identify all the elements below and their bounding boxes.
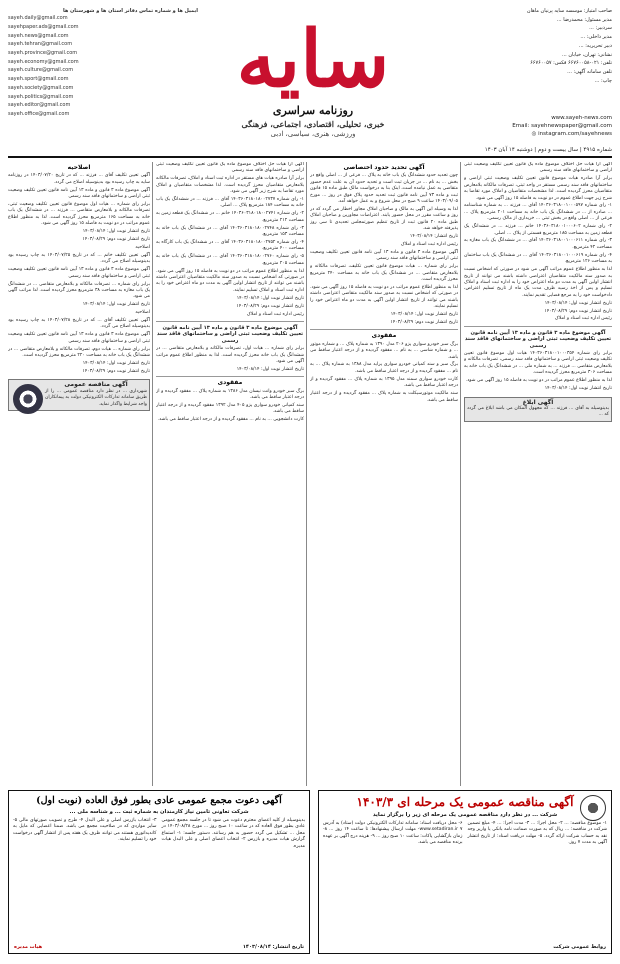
notice-paragraph: اصلاحیه <box>135 310 150 316</box>
lost-item: برگ سبز خودرو وانت نیسان مدل ۱۳۸۶ به شماره پلاک ... مفقود گردیده و از درجه اعتبار ساقط می باشد. <box>156 388 304 401</box>
column-3-notices2 <box>156 346 304 373</box>
masthead-subtitle <box>213 104 413 138</box>
notice-paragraph: تاریخ انتشار نوبت اول: ۱۴۰۳/۰۸/۱۴ <box>544 386 612 392</box>
notice-paragraph: برابر رای شماره ... هیات اول، تصرفات مالکانه و بلامعارض متقاضی ... در ششدانگ یک باب خانه محرز گردیده است. لذا به منظور اطلاع عموم مراتب آگهی می شود. <box>156 346 304 364</box>
tender-ad-footer: روابط عمومی شرکت <box>553 944 606 950</box>
lost-item: برگ سبز خودرو سواری پژو ۲۰۶ مدل ۱۳۹۰ به شماره پلاک ... و شماره موتور ... و شماره شاسی ... به نام ... مفقود گردیده و از درجه اعتبار ساقط می باشد. <box>310 341 458 360</box>
notice-paragraph: لذا به منظور اطلاع عموم مراتب در دو نوبت به فاصله ۱۵ روز آگهی می شود. <box>465 378 612 384</box>
divider <box>156 376 304 377</box>
bottom-ads <box>8 790 612 952</box>
email-line: sayeh.news@gmail.com <box>8 32 69 39</box>
email-line: sayeh.daily@gmail.com <box>8 15 68 22</box>
publisher-info-line: چاپ: ... <box>594 77 612 84</box>
notice-paragraph: رئیس اداره ثبت اسناد و املاک <box>246 311 304 317</box>
assembly-ad-title: آگهی دعوت مجمع عمومی عادی بطور فوق العاده (نوبت اول) <box>36 795 282 806</box>
notice-paragraph: ۲- رای شماره ۱۴۰۳۶۰۳۱۸۰۰۱۰۰۰۶۰۲ خانم ... فرزند ... در ششدانگ یک قطعه زمین به مساحت ۱۸۵ مترمربع قسمتی از پلاک ... اصلی. <box>464 224 612 236</box>
contact-web <box>412 114 612 138</box>
notice-paragraph: ۲- رای شماره ۱۴۰۳۶۰۳۱۸۰۱۸۰۰۲۷۴۱ خانم ... در ششدانگ یک قطعه زمین به مساحت ۲۱۲ مترمربع. <box>156 211 304 223</box>
notice-paragraph: ۳- رای شماره ۱۴۰۳۶۰۳۱۸۰۰۱۰۰۰۶۱۱ آقای ... در ششدانگ یک باب مغازه به مساحت ۴۲ مترمربع. <box>464 238 612 250</box>
notice-paragraph: ۱- رای شماره ۱۴۰۳۶۰۳۱۸۰۱۸۰۰۲۷۳۷ آقای ... فرزند ... در ششدانگ یک باب خانه به مساحت ۱۸۴ مترمربع پلاک ... اصلی. <box>156 197 304 209</box>
divider <box>156 321 304 322</box>
publisher-info-line: مدیر مسئول: محمدرضا ... <box>556 16 612 23</box>
notice-paragraph: برابر آرا صادره هیات موضوع قانون تعیین تکلیف وضعیت ثبتی اراضی و ساختمانهای فاقد سند رسمی مستقر در واحد ثبتی، تصرفات مالکانه بلامعارض متقاضیان محرز گردیده است. لذا مشخصات متقاضیان و املاک مورد تقاضا به شرح زیر جهت اطلاع عموم در دو نوبت به فاصله ۱۵ روز آگهی می شود. <box>464 176 612 201</box>
lost-item: سند مالکیت موتورسیکلت به شماره پلاک ... مفقود گردیده و از درجه اعتبار ساقط می باشد. <box>310 391 458 403</box>
assembly-ad-subtitle: شرکت تعاونی تامین نیاز کارمندان به شماره ثبت ... و شناسه ملی ... <box>69 809 249 815</box>
notice-text: بدینوسیله به آقای ... فرزند ... که مجهول المکان می باشد ابلاغ می گردد که ... <box>467 405 609 418</box>
notice-text: شهرداری ... در نظر دارد مناقصه عمومی ... را از طریق سامانه تدارکات الکترونیکی دولت به پیمانکاران واجد شرایط واگذار نماید. <box>45 388 147 407</box>
column-3-heading2: آگهی موضوع ماده ۳ قانون و ماده ۱۳ آیین نامه قانون تعیین تکلیف وضعیت ثبتی اراضی و ساختمانهای فاقد سند رسمی <box>156 324 304 344</box>
notice-paragraph: تاریخ انتشار نوبت اول: ۱۴۰۳/۰۸/۱۴ <box>82 229 150 235</box>
notice-paragraph: تاریخ انتشار نوبت اول: ۱۴۰۳/۰۸/۱۴ <box>390 312 458 318</box>
column-4-notices <box>8 173 150 375</box>
shaded-notice <box>464 397 612 422</box>
tender-ad-title: آگهی مناقصه عمومی یک مرحله ای ۱۴۰۳/۳ <box>356 795 574 809</box>
notice-paragraph: آگهی تعیین تکلیف آقای ... فرزند ... که در تاریخ ۱۴۰۳/۰۷/۲۰ در روزنامه سایه به چاپ رسیده بود بدینوسیله اصلاح می گردد. <box>8 173 150 185</box>
municipality-emblem-icon <box>13 384 43 414</box>
notice-paragraph: لذا به وسیله این آگهی به مالک و صاحبان املاک مجاور اخطار می گردد که در روز و ساعت مقرر در محل حضور یابند. اعتراضات مجاورین و صاحبان املاک طبق ماده ۲۰ قانون ثبت از تاریخ تنظیم صورتمجلس تحدیدی تا سی روز پذیرفته خواهد شد. <box>310 206 458 232</box>
email-line: sayeh.tehran@gmail.com <box>8 41 73 48</box>
email-line: sayeh.society@gmail.com <box>8 84 74 91</box>
notice-paragraph: تاریخ انتشار نوبت اول: ۱۴۰۳/۰۸/۱۴ <box>82 302 150 308</box>
notice-paragraph: لذا به منظور اطلاع عموم مراتب در دو نوبت به فاصله ۱۵ روز آگهی می شود. در صورتی که اشخاص نسبت به صدور سند مالکیت متقاضی اعتراضی داشته باشند می توانند از تاریخ انتشار اولین آگهی به مدت دو ماه اعتراض خود را تسلیم نمایند. <box>310 284 458 310</box>
assembly-ad <box>8 790 310 954</box>
column-1-notices2 <box>464 351 612 392</box>
publisher-info-line: تلفن: ۰۲۱-۶۶۷۶۰۰۵۸ فکس: ۶۶۷۶۰۰۵۷ <box>530 60 612 67</box>
email-line: sayeh.politics@gmail.com <box>8 93 74 100</box>
column-2 <box>310 162 458 786</box>
tender-ad-subtitle: شرکت ... در نظر دارد مناقصه عمومی یک مرحله ای زیر را برگزار نماید <box>372 812 558 818</box>
column-divider <box>152 162 153 786</box>
lost-heading: مفقودی <box>217 379 243 387</box>
column-divider <box>460 162 461 786</box>
notice-paragraph: آگهی موضوع ماده ۳ قانون و ماده ۱۳ آیین نامه قانون تعیین تکلیف وضعیت ثبتی اراضی و ساختمانهای فاقد سند رسمی <box>8 332 150 344</box>
emails-title: ایمیل ها و شماره تماس دفاتر استان ها و شهرستان ها <box>62 8 198 14</box>
tender-ad-col-b: ۶- محل دریافت اسناد: سامانه تدارکات الکترونیکی دولت (ستاد) به آدرس www.setadiran.ir ۷- مهلت ارسال پیشنهادها: تا ساعت ۱۴ روز ... ۸- زمان بازگشایی پاکات: ساعت ۱۰ صبح روز ... ۹- هزینه درج آگهی بر عهده برنده مناقصه می باشد. <box>323 821 463 846</box>
instagram-link[interactable] <box>412 130 612 138</box>
notice-title: آگهی مناقصه عمومی <box>64 381 128 389</box>
notice-paragraph: تاریخ انتشار نوبت دوم: ۱۴۰۳/۰۸/۲۹ <box>82 237 150 243</box>
column-4 <box>8 162 150 786</box>
lost-heading: مفقودی <box>371 332 397 340</box>
column-divider <box>306 162 307 786</box>
subtitle-line2: خبری، تحلیلی، اقتصادی، اجتماعی، فرهنگی <box>241 119 385 129</box>
email-line: sayeh.culture@gmail.com <box>8 67 74 74</box>
assembly-ad-signature: هیات مدیره <box>14 944 43 950</box>
publisher-info-line: تلفن سامانه آگهی: ... <box>567 68 612 75</box>
notice-paragraph: ۴- رای شماره ۱۴۰۳۶۰۳۱۸۰۰۱۰۰۰۶۱۹ آقای ... در ششدانگ یک باب ساختمان به مساحت ۱۲۶ مترمربع. <box>464 252 612 265</box>
divider <box>310 329 458 330</box>
notice-paragraph: چون تحدید حدود ششدانگ یک باب خانه به پلاک ... فرعی از ... اصلی واقع در بخش ... به نام ... در جریان ثبت است و تحدید حدود آن به علت عدم حضور متقاضی به عمل نیامده است، اینک بنا به درخواست مالک طبق ماده ۱۵ قانون ثبت و ماده ۷۳ آیین نامه قانون ثبت تحدید حدود پلاک فوق در روز ... مورخ ۱۴۰۳/۰۹/۰۵ ساعت ۹ صبح در محل شروع و به عمل خواهد آمد. <box>310 173 458 205</box>
notice-paragraph: لذا به منظور اطلاع عموم مراتب آگهی می شود در صورتی که اشخاص نسبت به صدور سند مالکیت متقاضیان اعتراضی داشته باشند می توانند از تاریخ انتشار اولین آگهی به مدت دو ماه اعتراض خود را به اداره ثبت اسناد و املاک تسلیم و پس از اخذ رسید ظرف مدت یک ماه از تاریخ تسلیم اعتراض، دادخواست خود را به مرجع قضایی تقدیم نمایند. <box>464 267 612 298</box>
tender-ad-col-a: ۱- موضوع مناقصه: ... ۲- محل اجرا: ... ۳- مدت اجرا: ... ۴- مبلغ تضمین شرکت در مناقصه: ... ریال که به صورت ضمانت نامه بانکی یا واریز وجه نقد به حساب شرکت ارائه گردد. ۵- مهلت دریافت اسناد: از تاریخ انتشار آگهی به مدت ۷ روز. <box>467 821 607 846</box>
subtitle-line1: روزنامه سراسری <box>272 104 354 117</box>
notice-paragraph: تاریخ انتشار نوبت دوم: ۱۴۰۳/۰۸/۲۹ <box>390 319 458 325</box>
publisher-info <box>422 8 612 86</box>
lost-item: سند کمپانی خودرو سواری پژو ۴۰۵ مدل ۱۳۹۲ مفقود گردیده و از درجه اعتبار ساقط می باشد. <box>156 403 304 415</box>
notice-paragraph: برابر رای شماره ... تصرفات مالکانه و بلامعارض متقاضی ... در ششدانگ یک باب مغازه به مساحت ۳۸ مترمربع محرز گردیده است. لذا مراتب آگهی می شود. <box>8 281 150 300</box>
notice-paragraph: آگهی تعیین تکلیف آقای ... که در تاریخ ۱۴۰۳/۰۷/۲۸ به چاپ رسیده بود بدینوسیله اصلاح می گردد. <box>8 318 150 330</box>
subtitle-line3: ورزشی، هنری، سیاسی، ادبی <box>270 130 356 138</box>
notice-paragraph: تاریخ انتشار نوبت دوم: ۱۴۰۳/۰۸/۲۹ <box>544 308 612 314</box>
notice-paragraph: برابر رای شماره ۱۴۰۳۶۰۳۱۸۰۰۱۰۰۰۳۵۴ هیات اول موضوع قانون تعیین تکلیف وضعیت ثبتی اراضی و ساختمانهای فاقد سند رسمی، تصرفات مالکانه و بلامعارض متقاضی ... فرزند ... به شماره ملی ... در ششدانگ یک باب خانه به مساحت ۳۰۶ مترمربع محرز گردیده است. <box>464 351 612 376</box>
email-list <box>8 15 198 118</box>
notice-paragraph: اصلاحیه <box>135 244 150 250</box>
email-line: sayeh.office@gmail.com <box>8 110 70 117</box>
lost-item: کارت دانشجویی ... به نام ... مفقود گردیده و از درجه اعتبار ساقط می باشد. <box>157 417 304 423</box>
column-3-notices <box>156 162 304 318</box>
instagram-icon: ◎ <box>531 131 539 137</box>
sayeh-logo <box>213 12 413 104</box>
masthead <box>8 6 612 158</box>
column-1-notices <box>464 162 612 323</box>
company-logo-icon <box>580 795 606 821</box>
column-2-notices <box>310 173 458 326</box>
lost-items <box>156 389 304 424</box>
notice-paragraph: تاریخ انتشار نوبت اول: ۱۴۰۳/۰۸/۱۴ <box>544 300 612 306</box>
notice-paragraph: رئیس اداره ثبت اسناد و املاک <box>400 241 458 247</box>
notice-paragraph: تاریخ انتشار نوبت اول: ۱۴۰۳/۰۸/۱۴ <box>236 366 304 372</box>
notice-paragraph: آگهی آرا هیات حل اختلاف موضوع ماده یک قانون تعیین تکلیف وضعیت ثبتی اراضی و ساختمانهای فاقد سند رسمی <box>156 162 304 174</box>
notice-columns <box>8 162 612 786</box>
notice-paragraph: آگهی موضوع ماده ۳ قانون و ماده ۱۳ آیین نامه قانون تعیین تکلیف وضعیت ثبتی اراضی و ساختمانهای فاقد سند رسمی <box>8 187 150 200</box>
notice-paragraph: رئیس اداره ثبت اسناد و املاک <box>554 316 612 322</box>
column-2-heading: آگهی تحدید حدود اختصاصی <box>343 164 425 171</box>
notice-paragraph: آگهی آرا هیات حل اختلاف موضوع ماده یک قانون تعیین تکلیف وضعیت ثبتی اراضی و ساختمانهای فاقد سند رسمی <box>464 162 612 174</box>
lost-item: کارت خودرو سواری سمند مدل ۱۳۹۵ به شماره پلاک ... مفقود گردیده و از درجه اعتبار ساقط می باشد. <box>310 376 458 389</box>
email-link[interactable]: Email: sayehnewspaper@gmail.com <box>512 123 612 129</box>
notice-paragraph: تاریخ انتشار نوبت اول: ۱۴۰۳/۰۸/۱۴ <box>82 360 150 366</box>
publisher-info-line: سردبیر: ... <box>589 25 612 32</box>
email-line: sayeh.province@gmail.com <box>8 50 78 57</box>
notice-title: آگهی ابلاغ <box>522 398 554 406</box>
office-emails <box>8 8 198 120</box>
notice-paragraph: برابر رای شماره ... هیات دوم، تصرفات مالکانه و بلامعارض متقاضی ... در ششدانگ یک باب خانه به مساحت ۲۲۰ مترمربع محرز گردیده است. <box>8 346 150 359</box>
assembly-ad-col-a: بدینوسیله از کلیه اعضای محترم دعوت می شود تا در جلسه مجمع عمومی عادی بطور فوق العاده که در ساعت ۱۰ صبح روز ... مورخ ۱۴۰۳/۰۸/۲۸ در محل ... تشکیل می گردد حضور به هم رسانند. دستور جلسه: ۱- استماع گزارش هیات مدیره و بازرس ۲- انتخاب اعضای اصلی و علی البدل هیات مدیره. <box>161 818 306 849</box>
lost-items <box>310 342 458 404</box>
column-1-heading2: آگهی موضوع ماده ۳ قانون و ماده ۱۳ آیین نامه قانون تعیین تکلیف وضعیت ثبتی اراضی و ساختمانهای فاقد سند رسمی <box>464 329 612 349</box>
column-1 <box>464 162 612 786</box>
publisher-info-line: دبیر تحریریه: ... <box>578 42 612 49</box>
tender-ad <box>318 790 612 954</box>
notice-paragraph: ۵- رای شماره ۱۴۰۳۶۰۳۱۸۰۱۸۰۰۲۷۶۰ آقای ... در ششدانگ یک باب خانه به مساحت ۲۰۵ مترمربع. <box>156 254 304 266</box>
notice-paragraph: آگهی موضوع ماده ۳ قانون و ماده ۱۳ آیین نامه قانون تعیین تکلیف وضعیت ثبتی اراضی و ساختمانهای فاقد سند رسمی <box>310 249 458 262</box>
assembly-ad-col-b: ۳- انتخاب بازرس اصلی و علی البدل ۴- طرح و تصویب صورتهای مالی ۵- سایر مواردی که در صلاحیت مجمع می باشد. ضمنا اعضایی که مایل به کاندیداتوری هستند می توانند ظرف یک هفته پس از انتشار آگهی درخواست خود را تسلیم نمایند. <box>13 818 157 843</box>
email-line: sayeh.sport@gmail.com <box>8 76 69 83</box>
publisher-info-line: نشانی: تهران، خیابان ... <box>562 51 612 58</box>
notice-paragraph: برابر آرا صادره هیات های مستقر در اداره ثبت اسناد و املاک، تصرفات مالکانه بلامعارض متقاضیان محرز گردیده است. لذا مشخصات متقاضیان و املاک مورد تقاضا به شرح زیر آگهی می شود. <box>156 176 304 195</box>
divider <box>464 326 612 327</box>
notice-paragraph: لذا به منظور اطلاع عموم مراتب در دو نوبت به فاصله ۱۵ روز آگهی می شود. در صورتی که اشخاص نسبت به صدور سند مالکیت متقاضیان اعتراضی داشته باشند می توانند از تاریخ انتشار اولین آگهی به مدت دو ماه اعتراض خود را به اداره ثبت اسناد و املاک تسلیم نمایند. <box>156 268 304 293</box>
notice-paragraph: تاریخ انتشار نوبت دوم: ۱۴۰۳/۰۸/۲۹ <box>82 368 150 374</box>
notice-paragraph: برابر رای شماره ... هیات اول موضوع قانون تعیین تکلیف وضعیت ثبتی، تصرفات مالکانه و بلامعارض متقاضی ... فرزند ... در ششدانگ یک باب خانه به مساحت ۱۶۵ مترمربع محرز گردیده است. لذا به منظور اطلاع عموم مراتب در دو نوبت به فاصله ۱۵ روز آگهی می شود. <box>8 202 150 227</box>
tender-notice <box>8 379 150 411</box>
email-line: sayeh.economy@gmail.com <box>8 58 79 65</box>
column-3 <box>156 162 304 786</box>
notice-paragraph: تاریخ انتشار: ۱۴۰۳/۰۸/۱۴ <box>409 234 458 240</box>
notice-paragraph: برابر رای شماره ... هیات موضوع قانون تعیین تکلیف، تصرفات مالکانه و بلامعارض متقاضی ... در ششدانگ یک باب خانه به مساحت ۲۴۰ مترمربع محرز گردیده است. <box>310 264 458 282</box>
logo-text: سایه <box>236 14 390 104</box>
notice-paragraph: ۳- رای شماره ۱۴۰۳۶۰۳۱۸۰۱۸۰۰۲۷۴۸ آقای ... در ششدانگ یک باب خانه به مساحت ۱۵۳ مترمربع. <box>156 225 304 238</box>
notice-paragraph: آگهی موضوع ماده ۳ قانون و ماده ۱۳ آیین نامه قانون تعیین تکلیف وضعیت ثبتی اراضی و ساختمانهای فاقد سند رسمی <box>8 267 150 279</box>
publisher-info-line: صاحب امتیاز: موسسه سایه پرنیان ماهان <box>526 8 612 14</box>
lost-item: برگ سبز و سند کمپانی خودرو سواری پراید مدل ۱۳۸۸ به شماره پلاک ... به نام ... مفقود گردیده و از درجه اعتبار ساقط می باشد. <box>310 362 458 374</box>
instagram-handle: instagram.com/sayehnews <box>538 131 612 137</box>
notice-paragraph: آگهی تعیین تکلیف خانم ... که در تاریخ ۱۴۰۳/۰۷/۲۵ به چاپ رسیده بود بدینوسیله اصلاح می گردد. <box>8 252 150 265</box>
email-line: sayehpaper.ads@gmail.com <box>8 23 79 30</box>
issue-dateline: شماره ۴۹۱۵ | سال بیست و دوم | دوشنبه ۱۴ آبان ۱۴۰۳ <box>484 147 612 153</box>
notice-paragraph: تاریخ انتشار نوبت دوم: ۱۴۰۳/۰۸/۲۹ <box>236 303 304 309</box>
notice-paragraph: تاریخ انتشار نوبت اول: ۱۴۰۳/۰۸/۱۴ <box>236 295 304 301</box>
notice-paragraph: ۱- رای شماره ۱۴۰۳۶۰۳۱۸۰۰۱۰۰۰۵۹۷ آقای ... فرزند ... به شماره شناسنامه ... صادره از ... در ششدانگ یک باب خانه به مساحت ۲۰۱ مترمربع پلاک ... فرعی از ... اصلی واقع در بخش ثبتی ... خریداری از مالک رسمی. <box>464 203 612 222</box>
newspaper-page <box>8 6 612 952</box>
column-4-heading: اصلاحیه <box>67 164 91 171</box>
email-line: sayeh.editor@gmail.com <box>8 102 71 109</box>
notice-paragraph: ۴- رای شماره ۱۴۰۳۶۰۳۱۸۰۱۸۰۰۲۷۵۲ آقای ... در ششدانگ یک باب کارگاه به مساحت ۴۰۰ مترمربع. <box>156 239 304 252</box>
website-link[interactable]: www.sayeh-news.com <box>551 115 612 121</box>
publisher-info-line: مدیر داخلی: ... <box>580 34 612 41</box>
assembly-ad-date: تاریخ انتشار: ۱۴۰۳/۰۸/۱۴ <box>242 944 304 950</box>
